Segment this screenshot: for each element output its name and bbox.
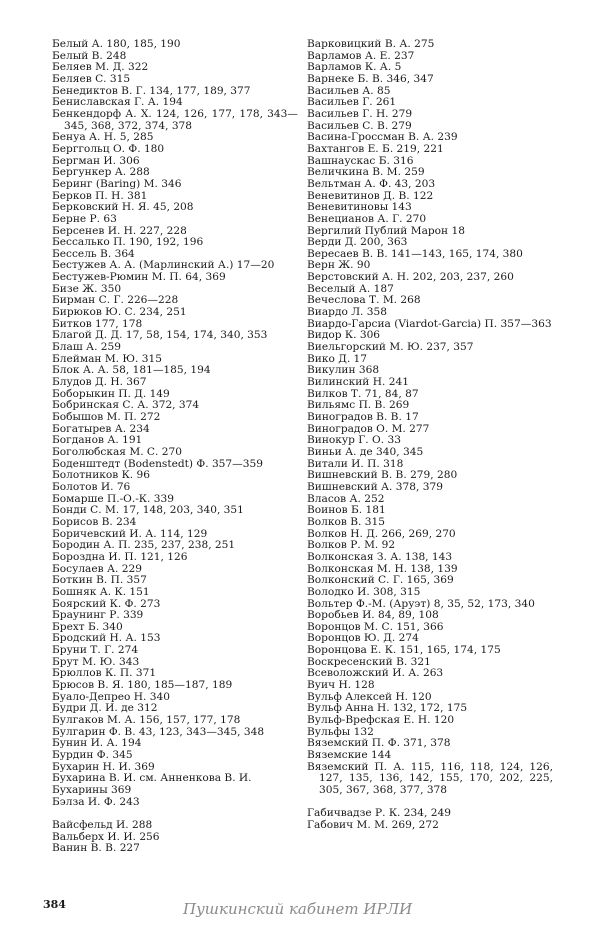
watermark: Пушкинский кабинет ИРЛИ xyxy=(183,900,413,918)
index-entry: Виардо-Гарсиа (Viardot-Garcia) П. 357—363 xyxy=(307,317,552,330)
index-entry: Булгарин Ф. В. 43, 123, 343—345, 348 xyxy=(52,725,265,738)
index-entry: Волконская М. Н. 138, 139 xyxy=(307,562,458,575)
index-entry: Васильев А. 85 xyxy=(307,84,391,97)
index-entry: Виноградов В. В. 17 xyxy=(307,411,419,423)
index-entry: Браунинг Р. 339 xyxy=(52,609,144,622)
index-entry: Бобринская С. А. 372, 374 xyxy=(52,399,200,412)
index-entry: Варковицкий В. А. 275 xyxy=(307,38,435,50)
index-entry: Вальберх И. И. 256 xyxy=(52,830,160,843)
index-entry: Верди Д. 200, 363 xyxy=(307,236,408,249)
index-entry: Воинов Б. 181 xyxy=(307,504,386,517)
index-entry: Буало-Депрео Н. 340 xyxy=(52,690,170,703)
index-entry: Болотов И. 76 xyxy=(52,480,131,493)
index-entry: Вяземский П. А. 115, 116, 118, 124, 126, 127, 135, 136, 142, 155, 170, 202, 225, 305, 367, 368, 377, 378 xyxy=(307,760,553,796)
index-entry: Воронцов М. С. 151, 366 xyxy=(307,620,444,633)
index-entry: Бенедиктов В. Г. 134, 177, 189, 377 xyxy=(52,84,251,97)
index-entry: Берковский Н. Я. 45, 208 xyxy=(52,201,194,214)
index-entry: Вашнаускас Б. 316 xyxy=(307,154,414,167)
index-entry: Верстовский А. Н. 202, 203, 237, 260 xyxy=(307,271,514,284)
index-entry: Васильев С. В. 279 xyxy=(307,119,412,132)
index-entry: Боричевский И. А. 114, 129 xyxy=(52,527,208,540)
index-entry: Васина-Гроссман В. А. 239 xyxy=(307,131,458,144)
index-entry: Бомарше П.-О.-К. 339 xyxy=(52,492,174,505)
index-entry: Воробьев И. 84, 89, 108 xyxy=(307,609,439,622)
index-entry: Берков П. Н. 381 xyxy=(52,189,148,202)
index-entry: Богданов А. 191 xyxy=(52,434,143,447)
index-entry: Вольтер Ф.-М. (Аруэт) 8, 35, 52, 173, 340 xyxy=(307,597,535,610)
index-entry: Борисов В. 234 xyxy=(52,515,137,528)
index-entry: Вересаев В. В. 141—143, 165, 174, 380 xyxy=(307,247,523,260)
index-column-left xyxy=(52,39,298,855)
index-entry: Вечеслова Т. М. 268 xyxy=(307,294,421,307)
index-entry: Бродский Н. А. 153 xyxy=(52,632,161,645)
index-entry: Вульфы 132 xyxy=(307,725,374,738)
index-entry: Веневитиновы 143 xyxy=(307,201,412,214)
index-entry: Берне Р. 63 xyxy=(52,212,117,225)
index-entry: Богатырев А. 234 xyxy=(52,422,150,435)
index-entry: Вульф-Врефская Е. Н. 120 xyxy=(307,714,455,727)
index-entry: Волков В. 315 xyxy=(307,515,385,528)
index-entry: Веневитинов Д. В. 122 xyxy=(307,189,434,202)
index-entry: Вельтман А. Ф. 43, 203 xyxy=(307,177,436,190)
index-entry: Благой Д. Д. 17, 58, 154, 174, 340, 353 xyxy=(52,329,268,342)
index-entry: Викулин 368 xyxy=(307,364,380,377)
index-entry: Витали И. П. 318 xyxy=(307,457,404,470)
index-entry: Блудов Д. Н. 367 xyxy=(52,376,147,389)
index-entry: Бунин И. А. 194 xyxy=(52,737,142,750)
index-entry: Боборыкин П. Д. 149 xyxy=(52,387,170,400)
index-entry: Бестужев-Рюмин М. П. 64, 369 xyxy=(52,271,226,284)
index-entry: Ванин В. В. 227 xyxy=(52,842,140,855)
index-entry: Варнеке Б. В. 346, 347 xyxy=(307,72,434,85)
index-entry: Брюсов В. Я. 180, 185—187, 189 xyxy=(52,679,233,692)
index-entry: Васильев Г. Н. 279 xyxy=(307,107,413,120)
index-entry: Винокур Г. О. 33 xyxy=(307,434,401,447)
index-entry: Вилинский Н. 241 xyxy=(307,376,409,389)
index-entry: Волконская З. А. 138, 143 xyxy=(307,550,453,563)
index-entry: Бергман И. 306 xyxy=(52,154,140,167)
index-entry: Вульф Алексей Н. 120 xyxy=(307,690,432,703)
page-number: 384 xyxy=(43,898,66,911)
index-entry: Всеволожский И. А. 263 xyxy=(307,667,444,680)
index-entry: Бенкендорф А. Х. 124, 126, 177, 178, 343—345, 368, 372, 374, 378 xyxy=(52,107,298,132)
index-entry: Вишневский А. 378, 379 xyxy=(307,480,443,493)
index-entry: Вильямс П. В. 269 xyxy=(307,399,410,412)
index-entry: Видор К. 306 xyxy=(307,329,381,342)
index-entry: Бухарины 369 xyxy=(52,784,132,796)
index-entry: Волков Н. Д. 266, 269, 270 xyxy=(307,527,456,540)
index-entry: Бонди С. М. 17, 148, 203, 340, 351 xyxy=(52,504,244,517)
index-entry: Бошняк А. К. 151 xyxy=(52,585,150,598)
index-entry: Габович М. М. 269, 272 xyxy=(307,818,439,831)
index-entry: Блок А. А. 58, 181—185, 194 xyxy=(52,364,211,377)
index-entry: Воскресенский В. 321 xyxy=(307,655,431,668)
index-entry: Бессель В. 364 xyxy=(52,247,135,260)
index-entry: Виноградов О. М. 277 xyxy=(307,422,430,435)
index-entry: Вишневский В. В. 279, 280 xyxy=(307,469,458,482)
index-entry: Брюллов К. П. 371 xyxy=(52,667,157,680)
index-entry: Власов А. 252 xyxy=(307,492,385,505)
index-entry: Бениславская Г. А. 194 xyxy=(52,96,183,109)
index-entry: Битков 177, 178 xyxy=(52,317,143,330)
index-entry: Бестужев А. А. (Марлинский А.) 17—20 xyxy=(52,259,275,272)
index-entry: Волконский С. Г. 165, 369 xyxy=(307,574,454,587)
index-entry: Величкина В. М. 259 xyxy=(307,166,425,179)
index-entry: Вяземские 144 xyxy=(307,749,392,762)
index-entry: Болотников К. 96 xyxy=(52,469,150,482)
index-entry: Габичвадзе Р. К. 234, 249 xyxy=(307,807,451,820)
index-entry: Волков Р. М. 92 xyxy=(307,539,396,552)
index-entry: Боярский К. Ф. 273 xyxy=(52,597,161,610)
index-entry: Бессалько П. 190, 192, 196 xyxy=(52,236,204,249)
index-entry: Бурдин Ф. 345 xyxy=(52,749,133,762)
index-entry: Бороздна И. П. 121, 126 xyxy=(52,550,188,563)
index-entry: Беляев С. 315 xyxy=(52,72,131,85)
index-entry: Бенуа А. Н. 5, 285 xyxy=(52,131,154,144)
index-entry: Боголюбская М. С. 270 xyxy=(52,445,182,458)
index-entry: Бухарин Н. И. 369 xyxy=(52,760,155,773)
index-entry: Бизе Ж. 350 xyxy=(52,282,122,295)
index-entry: Босулаев А. 229 xyxy=(52,562,142,575)
index-entry: Бирман С. Г. 226—228 xyxy=(52,294,179,307)
index-entry: Вико Д. 17 xyxy=(307,352,368,365)
index-entry: Боденштедт (Bodenstedt) Ф. 357—359 xyxy=(52,457,263,470)
index-entry: Белый В. 248 xyxy=(52,49,127,62)
index-entry: Веселый А. 187 xyxy=(307,282,394,295)
index-entry: Вяземский П. Ф. 371, 378 xyxy=(307,737,451,750)
index-entry: Воронцов Ю. Д. 274 xyxy=(307,632,419,645)
index-entry: Володко И. 308, 315 xyxy=(307,585,421,598)
index-entry: Боткин В. П. 357 xyxy=(52,574,147,587)
index-entry: Венецианов А. Г. 270 xyxy=(307,212,427,225)
index-entry: Бруни Т. Г. 274 xyxy=(52,644,139,657)
index-entry: Блейман М. Ю. 315 xyxy=(52,352,163,365)
index-entry: Вахтангов Е. Б. 219, 221 xyxy=(307,142,444,155)
index-entry: Бухарина В. И. см. Анненкова В. И. xyxy=(52,772,252,785)
index-entry: Берггольц О. Ф. 180 xyxy=(52,142,165,155)
index-entry: Блаш А. 259 xyxy=(52,341,122,354)
index-entry: Вульф Анна Н. 132, 172, 175 xyxy=(307,702,468,715)
index-entry: Бирюков Ю. С. 234, 251 xyxy=(52,306,187,319)
index-entry: Брут М. Ю. 343 xyxy=(52,655,140,668)
index-entry: Бородин А. П. 235, 237, 238, 251 xyxy=(52,539,236,552)
index-entry: Вилков Т. 71, 84, 87 xyxy=(307,387,419,400)
index-entry: Беляев М. Д. 322 xyxy=(52,61,149,74)
index-entry: Виньи А. де 340, 345 xyxy=(307,445,424,458)
index-entry: Бобышов М. П. 272 xyxy=(52,411,161,423)
index-entry: Варламов А. Е. 237 xyxy=(307,49,415,62)
index-entry: Булгаков М. А. 156, 157, 177, 178 xyxy=(52,714,241,727)
index-entry: Виардо Л. 358 xyxy=(307,306,388,319)
index-column-right xyxy=(307,39,553,832)
index-entry: Бергункер А. 288 xyxy=(52,166,150,179)
index-entry: Вуич Н. 128 xyxy=(307,679,375,692)
index-entry: Беринг (Baring) М. 346 xyxy=(52,177,182,190)
index-entry: Виельгорский М. Ю. 237, 357 xyxy=(307,341,474,354)
index-entry: Брехт Б. 340 xyxy=(52,620,123,633)
index-entry: Бэлза И. Ф. 243 xyxy=(52,795,140,808)
index-entry: Варламов К. А. 5 xyxy=(307,61,402,74)
index-entry: Вайсфельд И. 288 xyxy=(52,818,153,831)
index-entry: Берсенев И. Н. 227, 228 xyxy=(52,224,187,237)
index-entry: Воронцова Е. К. 151, 165, 174, 175 xyxy=(307,644,501,657)
index-entry: Вергилий Публий Марон 18 xyxy=(307,224,465,237)
index-entry: Будри Д. И. де 312 xyxy=(52,702,158,715)
index-entry: Васильев Г. 261 xyxy=(307,96,397,109)
index-entry: Белый А. 180, 185, 190 xyxy=(52,38,181,50)
index-entry: Верн Ж. 90 xyxy=(307,259,371,272)
